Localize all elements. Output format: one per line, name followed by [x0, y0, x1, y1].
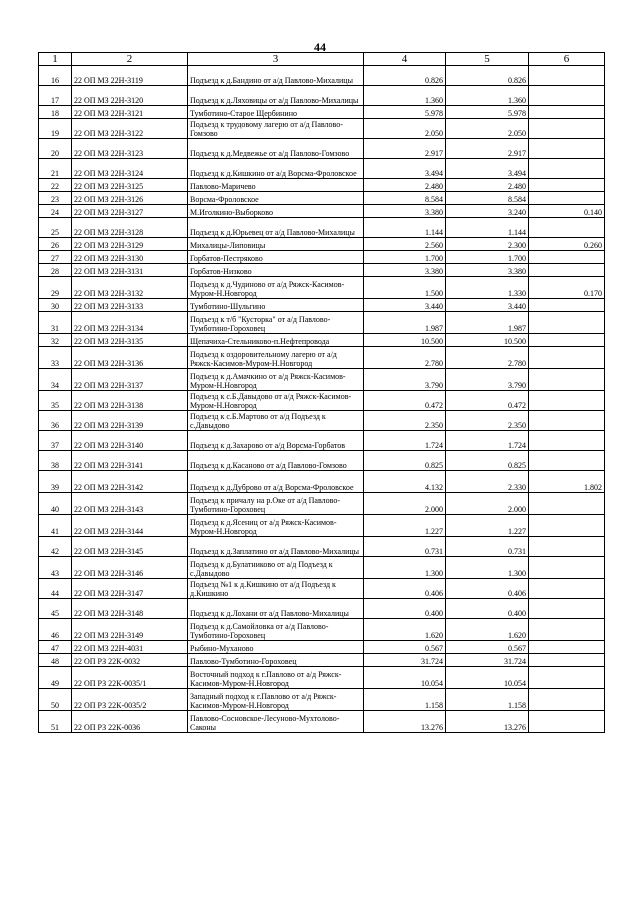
cell-n: 33 — [39, 347, 72, 369]
table-row — [39, 451, 605, 471]
cell-name: Тумботино-Шульгино — [188, 299, 364, 312]
cell-c5: 0.731 — [446, 537, 529, 557]
cell-name: Павлово-Тумботино-Гороховец — [188, 654, 364, 667]
cell-code: 22 ОП МЗ 22Н-3147 — [72, 579, 188, 599]
cell-c4: 0.400 — [364, 599, 446, 619]
cell-c4: 3.790 — [364, 369, 446, 391]
cell-c5: 0.826 — [446, 66, 529, 86]
cell-c4: 31.724 — [364, 654, 446, 667]
table-row — [39, 218, 605, 238]
cell-n: 39 — [39, 471, 72, 493]
table-row — [39, 238, 605, 251]
cell-code: 22 ОП РЗ 22К-0035/2 — [72, 689, 188, 711]
cell-c6 — [529, 599, 605, 619]
cell-code: 22 ОП МЗ 22Н-3119 — [72, 66, 188, 86]
cell-code: 22 ОП МЗ 22Н-3148 — [72, 599, 188, 619]
cell-c4: 0.406 — [364, 579, 446, 599]
table-row — [39, 471, 605, 493]
cell-c6: 0.140 — [529, 205, 605, 218]
cell-name: Подъезд к с.Б.Мартово от а/д Подъезд к с.Давыдово — [188, 411, 364, 431]
cell-name: Подъезд №1 к д.Кишкино от а/д Подъезд к д.Кишкино — [188, 579, 364, 599]
cell-c6 — [529, 579, 605, 599]
cell-c5: 1.987 — [446, 312, 529, 334]
cell-code: 22 ОП МЗ 22Н-3144 — [72, 515, 188, 537]
cell-c6 — [529, 537, 605, 557]
table-row — [39, 515, 605, 537]
cell-code: 22 ОП МЗ 22Н-3149 — [72, 619, 188, 641]
table-row — [39, 139, 605, 159]
cell-name: Подъезд к д.Заплатино от а/д Павлово-Михалицы — [188, 537, 364, 557]
cell-c5: 3.494 — [446, 159, 529, 179]
cell-c4: 2.480 — [364, 179, 446, 192]
cell-n: 23 — [39, 192, 72, 205]
cell-n: 27 — [39, 251, 72, 264]
cell-c6: 0.260 — [529, 238, 605, 251]
cell-code: 22 ОП МЗ 22Н-3141 — [72, 451, 188, 471]
cell-c5: 0.400 — [446, 599, 529, 619]
cell-code: 22 ОП МЗ 22Н-3135 — [72, 334, 188, 347]
column-header: 4 — [364, 53, 446, 66]
cell-n: 50 — [39, 689, 72, 711]
cell-code: 22 ОП МЗ 22Н-3120 — [72, 86, 188, 106]
column-header: 2 — [72, 53, 188, 66]
cell-code: 22 ОП РЗ 22К-0035/1 — [72, 667, 188, 689]
table-row — [39, 493, 605, 515]
cell-c4: 2.350 — [364, 411, 446, 431]
cell-name: Горбатов-Пестряково — [188, 251, 364, 264]
cell-name: Подъезд к трудовому лагерю от а/д Павлово-Гомзово — [188, 119, 364, 139]
cell-c6 — [529, 391, 605, 411]
roads-table — [38, 52, 605, 733]
cell-code: 22 ОП МЗ 22Н-3121 — [72, 106, 188, 119]
cell-n: 32 — [39, 334, 72, 347]
cell-c5: 2.917 — [446, 139, 529, 159]
cell-c5: 1.300 — [446, 557, 529, 579]
cell-c5: 0.825 — [446, 451, 529, 471]
cell-c5: 10.500 — [446, 334, 529, 347]
cell-c6 — [529, 369, 605, 391]
cell-name: Подъезд к д.Медвежье от а/д Павлово-Гомзово — [188, 139, 364, 159]
cell-name: Подъезд к с.Б.Давыдово от а/д Ряжск-Касимов-Муром-Н.Новгород — [188, 391, 364, 411]
cell-c4: 1.620 — [364, 619, 446, 641]
cell-n: 19 — [39, 119, 72, 139]
cell-c4: 2.000 — [364, 493, 446, 515]
cell-c4: 4.132 — [364, 471, 446, 493]
column-header: 5 — [446, 53, 529, 66]
cell-n: 44 — [39, 579, 72, 599]
cell-n: 30 — [39, 299, 72, 312]
table-row — [39, 619, 605, 641]
cell-n: 46 — [39, 619, 72, 641]
table-row — [39, 431, 605, 451]
cell-c5: 3.240 — [446, 205, 529, 218]
cell-name: Восточный подход к г.Павлово от а/д Ряжск-Касимов-Муром-Н.Новгород — [188, 667, 364, 689]
cell-c5: 1.227 — [446, 515, 529, 537]
cell-c6 — [529, 251, 605, 264]
cell-c4: 1.700 — [364, 251, 446, 264]
cell-name: Михалицы-Липовицы — [188, 238, 364, 251]
cell-n: 26 — [39, 238, 72, 251]
table-row — [39, 537, 605, 557]
cell-n: 29 — [39, 277, 72, 299]
cell-c6 — [529, 641, 605, 654]
table-row — [39, 251, 605, 264]
cell-name: Ворсма-Фроловское — [188, 192, 364, 205]
cell-c6 — [529, 347, 605, 369]
cell-n: 47 — [39, 641, 72, 654]
cell-n: 34 — [39, 369, 72, 391]
cell-c6 — [529, 431, 605, 451]
cell-c4: 10.054 — [364, 667, 446, 689]
cell-c6 — [529, 557, 605, 579]
table-row — [39, 641, 605, 654]
cell-c5: 5.978 — [446, 106, 529, 119]
column-header: 6 — [529, 53, 605, 66]
cell-n: 36 — [39, 411, 72, 431]
table-row — [39, 347, 605, 369]
table-row — [39, 205, 605, 218]
cell-c4: 1.987 — [364, 312, 446, 334]
table-row — [39, 277, 605, 299]
cell-code: 22 ОП МЗ 22Н-3138 — [72, 391, 188, 411]
cell-n: 24 — [39, 205, 72, 218]
table-row — [39, 579, 605, 599]
table-row — [39, 334, 605, 347]
cell-code: 22 ОП МЗ 22Н-3125 — [72, 179, 188, 192]
cell-name: Рыбино-Муханово — [188, 641, 364, 654]
table-row — [39, 689, 605, 711]
cell-code: 22 ОП МЗ 22Н-3130 — [72, 251, 188, 264]
table-row — [39, 312, 605, 334]
cell-c4: 0.567 — [364, 641, 446, 654]
cell-name: М.Иголкино-Выборково — [188, 205, 364, 218]
cell-c4: 2.050 — [364, 119, 446, 139]
cell-c5: 3.790 — [446, 369, 529, 391]
cell-c4: 1.144 — [364, 218, 446, 238]
cell-c5: 1.700 — [446, 251, 529, 264]
table-row — [39, 411, 605, 431]
cell-c5: 1.620 — [446, 619, 529, 641]
table-header — [39, 53, 605, 66]
cell-code: 22 ОП МЗ 22Н-3129 — [72, 238, 188, 251]
cell-n: 35 — [39, 391, 72, 411]
cell-name: Павлово-Сосновское-Лесуново-Мухтолово-Саконы — [188, 711, 364, 733]
cell-c4: 2.560 — [364, 238, 446, 251]
cell-c6 — [529, 312, 605, 334]
cell-c4: 3.380 — [364, 264, 446, 277]
cell-n: 41 — [39, 515, 72, 537]
cell-code: 22 ОП МЗ 22Н-3139 — [72, 411, 188, 431]
cell-code: 22 ОП МЗ 22Н-3122 — [72, 119, 188, 139]
cell-code: 22 ОП МЗ 22Н-3140 — [72, 431, 188, 451]
column-header: 1 — [39, 53, 72, 66]
cell-name: Подъезд к оздоровительному лагерю от а/д Ряжск-Касимов-Муром-Н.Новгород — [188, 347, 364, 369]
cell-name: Подъезд к д.Ясениц от а/д Ряжск-Касимов-Муром-Н.Новгород — [188, 515, 364, 537]
cell-c4: 8.584 — [364, 192, 446, 205]
cell-c6 — [529, 179, 605, 192]
cell-code: 22 ОП МЗ 22Н-3126 — [72, 192, 188, 205]
cell-c5: 0.567 — [446, 641, 529, 654]
cell-n: 49 — [39, 667, 72, 689]
cell-c4: 2.917 — [364, 139, 446, 159]
cell-c4: 1.227 — [364, 515, 446, 537]
column-header: 3 — [188, 53, 364, 66]
cell-c6 — [529, 218, 605, 238]
cell-code: 22 ОП МЗ 22Н-3142 — [72, 471, 188, 493]
cell-c6: 0.170 — [529, 277, 605, 299]
cell-c5: 8.584 — [446, 192, 529, 205]
cell-name: Западный подход к г.Павлово от а/д Ряжск-Касимов-Муром-Н.Новгород — [188, 689, 364, 711]
cell-n: 25 — [39, 218, 72, 238]
table-row — [39, 106, 605, 119]
cell-name: Подъезд к д.Булатниково от а/д Подъезд к с.Давыдово — [188, 557, 364, 579]
cell-c4: 0.826 — [364, 66, 446, 86]
cell-code: 22 ОП МЗ 22Н-3127 — [72, 205, 188, 218]
cell-c4: 2.780 — [364, 347, 446, 369]
cell-c6 — [529, 334, 605, 347]
cell-c5: 2.300 — [446, 238, 529, 251]
cell-code: 22 ОП МЗ 22Н-3132 — [72, 277, 188, 299]
cell-code: 22 ОП МЗ 22Н-3131 — [72, 264, 188, 277]
cell-c5: 1.360 — [446, 86, 529, 106]
cell-c5: 1.724 — [446, 431, 529, 451]
table-row — [39, 711, 605, 733]
cell-c5: 31.724 — [446, 654, 529, 667]
cell-name: Подъезд к д.Чудиново от а/д Ряжск-Касимов-Муром-Н.Новгород — [188, 277, 364, 299]
cell-c4: 0.472 — [364, 391, 446, 411]
cell-name: Подъезд к д.Юрьевец от а/д Павлово-Михалицы — [188, 218, 364, 238]
cell-code: 22 ОП МЗ 22Н-3134 — [72, 312, 188, 334]
cell-c4: 5.978 — [364, 106, 446, 119]
cell-c4: 3.494 — [364, 159, 446, 179]
cell-n: 37 — [39, 431, 72, 451]
cell-c6: 1.802 — [529, 471, 605, 493]
table-row — [39, 86, 605, 106]
cell-c4: 0.825 — [364, 451, 446, 471]
cell-name: Павлово-Маричево — [188, 179, 364, 192]
cell-c4: 1.360 — [364, 86, 446, 106]
cell-c5: 0.406 — [446, 579, 529, 599]
cell-c4: 10.500 — [364, 334, 446, 347]
cell-name: Подъезд к т/б "Кусторка" от а/д Павлово-Тумботино-Гороховец — [188, 312, 364, 334]
cell-c6 — [529, 299, 605, 312]
cell-name: Подъезд к д.Бандино от а/д Павлово-Михалицы — [188, 66, 364, 86]
cell-c4: 13.276 — [364, 711, 446, 733]
table-body — [39, 66, 605, 733]
table-row — [39, 179, 605, 192]
cell-c5: 2.350 — [446, 411, 529, 431]
cell-c4: 0.731 — [364, 537, 446, 557]
cell-name: Подъезд к д.Захарово от а/д Ворсма-Горбатов — [188, 431, 364, 451]
cell-name: Подъезд к д.Дуброво от а/д Ворсма-Фроловское — [188, 471, 364, 493]
cell-n: 51 — [39, 711, 72, 733]
cell-c5: 3.380 — [446, 264, 529, 277]
cell-code: 22 ОП МЗ 22Н-3136 — [72, 347, 188, 369]
cell-c5: 10.054 — [446, 667, 529, 689]
table-row — [39, 599, 605, 619]
cell-name: Подъезд к причалу на р.Оке от а/д Павлово-Тумботино-Гороховец — [188, 493, 364, 515]
cell-c6 — [529, 264, 605, 277]
cell-c6 — [529, 119, 605, 139]
cell-c5: 2.000 — [446, 493, 529, 515]
table-row — [39, 192, 605, 205]
cell-c4: 1.500 — [364, 277, 446, 299]
cell-c5: 0.472 — [446, 391, 529, 411]
table-row — [39, 264, 605, 277]
cell-name: Подъезд к д.Ляховицы от а/д Павлово-Михалицы — [188, 86, 364, 106]
cell-code: 22 ОП МЗ 22Н-3145 — [72, 537, 188, 557]
cell-n: 21 — [39, 159, 72, 179]
cell-name: Щепачиха-Стельниково-п.Нефтепровода — [188, 334, 364, 347]
cell-code: 22 ОП МЗ 22Н-4031 — [72, 641, 188, 654]
cell-c5: 1.158 — [446, 689, 529, 711]
cell-n: 48 — [39, 654, 72, 667]
cell-c4: 3.440 — [364, 299, 446, 312]
cell-c5: 3.440 — [446, 299, 529, 312]
cell-c6 — [529, 192, 605, 205]
cell-c4: 1.158 — [364, 689, 446, 711]
cell-c6 — [529, 106, 605, 119]
cell-n: 17 — [39, 86, 72, 106]
cell-c5: 2.330 — [446, 471, 529, 493]
cell-c6 — [529, 711, 605, 733]
cell-n: 18 — [39, 106, 72, 119]
page-number: 44 — [314, 40, 326, 54]
cell-c5: 2.050 — [446, 119, 529, 139]
cell-code: 22 ОП МЗ 22Н-3124 — [72, 159, 188, 179]
cell-c6 — [529, 66, 605, 86]
table-row — [39, 391, 605, 411]
table-row — [39, 159, 605, 179]
cell-c5: 2.780 — [446, 347, 529, 369]
cell-c5: 1.330 — [446, 277, 529, 299]
cell-n: 16 — [39, 66, 72, 86]
cell-c6 — [529, 493, 605, 515]
cell-name: Подъезд к д.Самойловка от а/д Павлово-Тумботино-Гороховец — [188, 619, 364, 641]
cell-name: Горбатов-Низково — [188, 264, 364, 277]
cell-c6 — [529, 159, 605, 179]
cell-c4: 1.300 — [364, 557, 446, 579]
cell-n: 28 — [39, 264, 72, 277]
table-row — [39, 119, 605, 139]
cell-c6 — [529, 654, 605, 667]
table-row — [39, 369, 605, 391]
cell-n: 20 — [39, 139, 72, 159]
table-row — [39, 654, 605, 667]
cell-c6 — [529, 86, 605, 106]
cell-code: 22 ОП МЗ 22Н-3133 — [72, 299, 188, 312]
cell-n: 45 — [39, 599, 72, 619]
table-row — [39, 66, 605, 86]
cell-code: 22 ОП МЗ 22Н-3137 — [72, 369, 188, 391]
cell-n: 22 — [39, 179, 72, 192]
cell-c6 — [529, 667, 605, 689]
cell-name: Подъезд к д.Касаново от а/д Павлово-Гомзово — [188, 451, 364, 471]
cell-c5: 2.480 — [446, 179, 529, 192]
cell-c4: 3.380 — [364, 205, 446, 218]
cell-code: 22 ОП РЗ 22К-0032 — [72, 654, 188, 667]
cell-name: Тумботино-Старое Щербинино — [188, 106, 364, 119]
table-row — [39, 299, 605, 312]
cell-n: 43 — [39, 557, 72, 579]
cell-c6 — [529, 139, 605, 159]
cell-n: 42 — [39, 537, 72, 557]
cell-name: Подъезд к д.Кишкино от а/д Ворсма-Фроловское — [188, 159, 364, 179]
table-row — [39, 557, 605, 579]
cell-n: 31 — [39, 312, 72, 334]
cell-code: 22 ОП МЗ 22Н-3146 — [72, 557, 188, 579]
cell-c5: 1.144 — [446, 218, 529, 238]
cell-name: Подъезд к д.Амачкино от а/д Ряжск-Касимов-Муром-Н.Новгород — [188, 369, 364, 391]
cell-code: 22 ОП МЗ 22Н-3143 — [72, 493, 188, 515]
cell-c5: 13.276 — [446, 711, 529, 733]
cell-c6 — [529, 515, 605, 537]
cell-code: 22 ОП МЗ 22Н-3128 — [72, 218, 188, 238]
cell-code: 22 ОП МЗ 22Н-3123 — [72, 139, 188, 159]
cell-n: 40 — [39, 493, 72, 515]
cell-c6 — [529, 619, 605, 641]
table-row — [39, 667, 605, 689]
cell-name: Подъезд к д.Лохани от а/д Павлово-Михалицы — [188, 599, 364, 619]
cell-c6 — [529, 451, 605, 471]
cell-c6 — [529, 411, 605, 431]
cell-c4: 1.724 — [364, 431, 446, 451]
cell-c6 — [529, 689, 605, 711]
cell-n: 38 — [39, 451, 72, 471]
cell-code: 22 ОП РЗ 22К-0036 — [72, 711, 188, 733]
